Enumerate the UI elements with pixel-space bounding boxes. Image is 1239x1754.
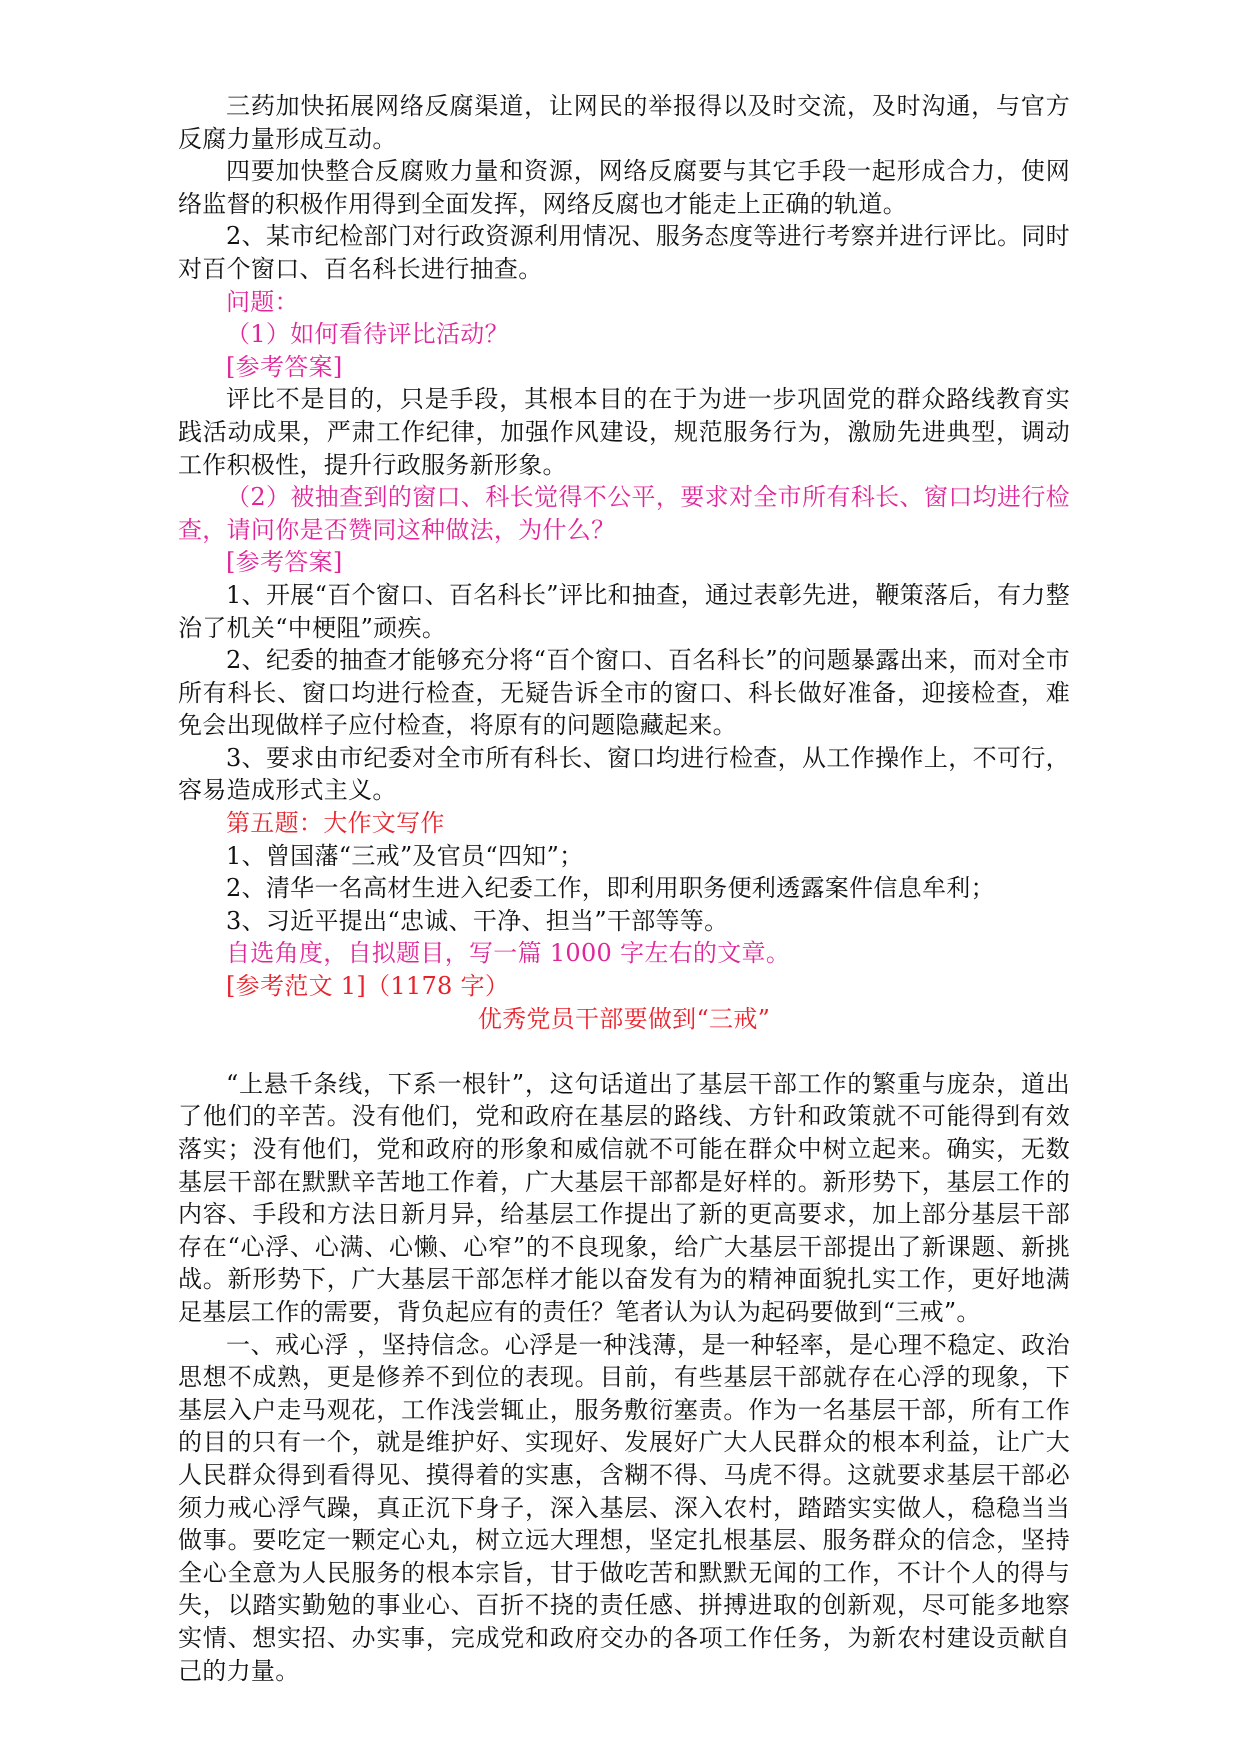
material-1: 1、曾国藩“三戒”及官员“四知”；: [226, 841, 584, 870]
essay-intro: “上悬千条线，下系一根针”，这句话道出了基层干部工作的繁重与庞杂，道出了他们的辛苦。没有他们，党和政府在基层的路线、方针和政策就不可能得到有效落实；没有他们，党和政府的形象和威信就不可能在群众中树立起来。确实，无数基层干部在默默辛苦地工作着，广大基层干部都是好样的。新形势下，基层工作的内容、手段和方法日新月异，给基层工作提出了新的更高要求，加上部分基层干部存在“心浮、心满、心懒、心窄”的不良现象，给广大基层干部提出了新课题、新挑战。新形势下，广大基层干部怎样才能以奋发有为的精神面貌扎实工作，更好地满足基层工作的需要，背负起应有的责任？笔者认为认为起码要做到“三戒”。: [178, 1069, 1070, 1326]
question-1: （1）如何看待评比活动？: [226, 320, 509, 349]
sample-essay-label: [参考范文 1]（1178 字）: [226, 972, 510, 1001]
material-3: 3、习近平提出“忠诚、干净、担当”干部等等。: [226, 906, 729, 935]
reference-answer-label: [参考答案]: [226, 352, 343, 381]
material-2: 2、清华一名高材生进入纪委工作，即利用职务便利透露案件信息牟利；: [226, 874, 995, 903]
answer-2-point-2: 2、纪委的抽查才能够充分将“百个窗口、百名科长”的问题暴露出来，而对全市所有科长、窗口均进行检查，无疑告诉全市的窗口、科长做好准备，迎接检查，难免会出现做样子应付检查，将原有的问题隐藏起来。: [178, 646, 1070, 740]
blank-line: [178, 1035, 1070, 1068]
essay-title: 优秀党员干部要做到“三戒”: [477, 1004, 771, 1033]
section-heading-essay: 第五题：大作文写作: [226, 809, 445, 838]
question-2: （2）被抽查到的窗口、科长觉得不公平，要求对全市所有科长、窗口均进行检查，请问你是否赞同这种做法，为什么？: [178, 483, 1070, 544]
reference-answer-label: [参考答案]: [226, 548, 343, 577]
document-page: [178, 90, 1070, 1687]
paragraph-channel: 三药加快拓展网络反腐渠道，让网民的举报得以及时交流，及时沟通，与官方反腐力量形成互动。: [178, 92, 1070, 153]
answer-2-point-1: 1、开展“百个窗口、百名科长”评比和抽查，通过表彰先进，鞭策落后，有力整治了机关“中梗阻”顽疾。: [178, 580, 1070, 642]
essay-instruction: 自选角度，自拟题目，写一篇 1000 字左右的文章。: [226, 939, 791, 968]
paragraph-integration: 四要加快整合反腐败力量和资源，网络反腐要与其它手段一起形成合力，使网络监督的积极作用得到全面发挥，网络反腐也才能走上正确的轨道。: [178, 157, 1070, 218]
essay-point-1: 一、戒心浮 ，坚持信念。心浮是一种浅薄，是一种轻率，是心理不稳定、政治思想不成熟，更是修养不到位的表现。目前，有些基层干部就存在心浮的现象，下基层入户走马观花，工作浅尝辄止，服务敷衍塞责。作为一名基层干部，所有工作的目的只有一个，就是维护好、实现好、发展好广大人民群众的根本利益，让广大人民群众得到看得见、摸得着的实惠，含糊不得、马虎不得。这就要求基层干部必须力戒心浮气躁，真正沉下身子，深入基层、深入农村，踏踏实实做人，稳稳当当做事。要吃定一颗定心丸，树立远大理想，坚定扎根基层、服务群众的信念，坚持全心全意为人民服务的根本宗旨，甘于做吃苦和默默无闻的工作，不计个人的得与失，以踏实勤勉的事业心、百折不挠的责任感、拼搏进取的创新观，尽可能多地察实情、想实招、办实事，完成党和政府交办的各项工作任务，为新农村建设贡献自己的力量。: [178, 1330, 1070, 1685]
paragraph-case-2: 2、某市纪检部门对行政资源利用情况、服务态度等进行考察并进行评比。同时对百个窗口、百名科长进行抽查。: [178, 222, 1070, 283]
answer-1: 评比不是目的，只是手段，其根本目的在于为进一步巩固党的群众路线教育实践活动成果，严肃工作纪律，加强作风建设，规范服务行为，激励先进典型，调动工作积极性，提升行政服务新形象。: [178, 385, 1070, 479]
question-heading: 问题：: [226, 287, 299, 316]
answer-2-point-3: 3、要求由市纪委对全市所有科长、窗口均进行检查，从工作操作上，不可行，容易造成形式主义。: [178, 743, 1070, 805]
